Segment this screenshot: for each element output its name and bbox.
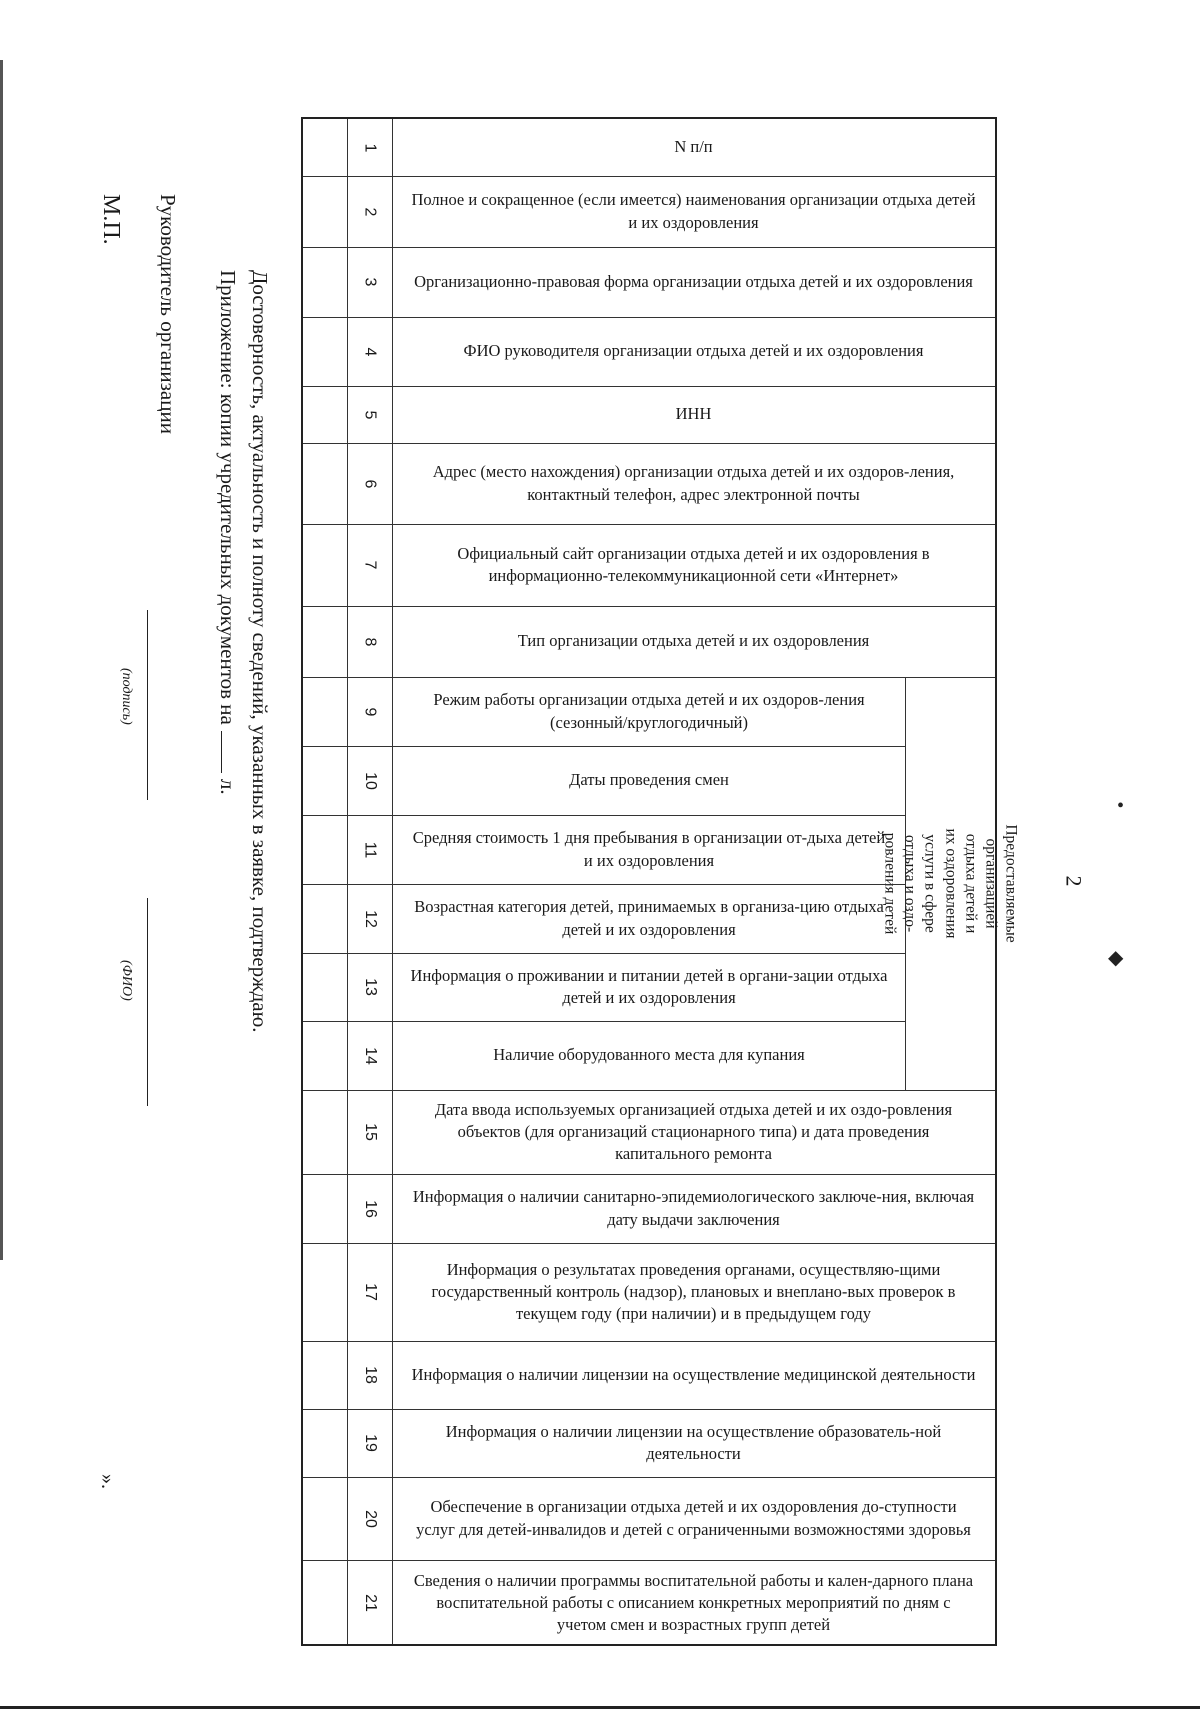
row-number	[347, 1341, 392, 1409]
appendix-line	[215, 270, 240, 795]
row-number	[347, 746, 392, 815]
scan-speck: ◆	[1108, 947, 1124, 969]
row-label: Информация о наличии санитарно-эпидемиологического заключе-ния, включая дату выдачи заключения	[412, 1187, 975, 1229]
row-fill-cell[interactable]	[303, 1477, 347, 1560]
row-number-text: 2	[361, 207, 379, 216]
row-divider	[303, 176, 995, 177]
row-label: Режим работы организации отдыха детей и их оздоров-ления (сезонный/круглогодичный)	[433, 690, 865, 732]
row-label: Возрастная категория детей, принимаемых в организа-цию отдыха детей и их оздоровления	[414, 897, 884, 939]
row-number-text: 12	[361, 909, 379, 928]
row-number-text: 21	[361, 1594, 379, 1612]
row-divider	[303, 677, 995, 678]
row-number	[347, 247, 392, 317]
row-divider	[303, 953, 906, 954]
row-divider	[303, 524, 995, 525]
services-group-text: Предоставляемые организацией отдыха детей и их оздоровления услуги в сфере отдыха и оздо-ровления детей	[882, 824, 1020, 943]
row-number	[347, 1090, 392, 1174]
row-fill-cell[interactable]	[303, 524, 347, 606]
row-fill-cell[interactable]	[303, 247, 347, 317]
row-divider	[303, 386, 995, 387]
row-fill-cell[interactable]	[303, 953, 347, 1021]
stamp-mark: М.П.	[98, 194, 124, 245]
row-number	[347, 1174, 392, 1243]
row-number-text: 16	[361, 1199, 379, 1218]
confirmation-text: Достоверность, актуальность и полноту сведений, указанных в заявке, подтверждаю.	[248, 270, 272, 1033]
row-fill-cell[interactable]	[303, 815, 347, 884]
row-number-text: 3	[361, 277, 379, 287]
row-number	[347, 1409, 392, 1477]
row-number-text: 1	[361, 143, 379, 152]
row-fill-cell[interactable]	[303, 746, 347, 815]
row-number-text: 8	[361, 637, 379, 646]
row-number	[347, 386, 392, 443]
appendix-suffix: л.	[216, 778, 240, 795]
row-label: Полное и сокращенное (если имеется) наименования организации отдыха детей и их оздоровления	[411, 190, 976, 232]
row-number	[347, 884, 392, 953]
row-number	[347, 1243, 392, 1341]
row-label: Адрес (место нахождения) организации отдыха детей и их оздоров-ления, контактный телефон, адрес электронной почты	[432, 462, 955, 504]
row-divider	[303, 1021, 906, 1022]
row-label: ФИО руководителя организации отдыха детей и их оздоровления	[463, 341, 924, 361]
row-divider	[303, 317, 995, 318]
row-divider	[303, 746, 906, 747]
row-fill-cell[interactable]	[303, 386, 347, 443]
row-number-text: 7	[361, 560, 379, 570]
row-fill-cell[interactable]	[303, 1560, 347, 1646]
row-label: Информация о наличии лицензии на осуществление медицинской деятельности	[411, 1364, 976, 1384]
row-number	[347, 119, 392, 176]
row-number-text: 9	[361, 707, 379, 716]
appendix-prefix: Приложение: копии учредительных документов на	[216, 270, 240, 725]
row-divider	[303, 1090, 995, 1091]
row-fill-cell[interactable]	[303, 443, 347, 524]
row-label: N п/п	[674, 137, 713, 157]
row-number-text: 14	[361, 1046, 379, 1065]
signature-line[interactable]	[147, 610, 148, 800]
row-label: Официальный сайт организации отдыха детей и их оздоровления в информационно-телекоммуникационной сети «Интернет»	[457, 543, 930, 585]
row-label: Обеспечение в организации отдыха детей и их оздоровления до-ступности услуг для детей-инвалидов и детей с ограниченными возможностями здоровья	[416, 1497, 971, 1539]
row-divider	[303, 1341, 995, 1342]
row-number-text: 13	[361, 978, 379, 996]
row-fill-cell[interactable]	[303, 677, 347, 746]
row-divider	[303, 1174, 995, 1175]
row-number	[347, 1021, 392, 1090]
row-fill-cell[interactable]	[303, 1409, 347, 1477]
row-label: ИНН	[675, 404, 712, 424]
name-caption: (ФИО)	[119, 960, 134, 1001]
row-number	[347, 443, 392, 524]
row-number-text: 11	[361, 841, 379, 858]
row-divider	[303, 884, 906, 885]
row-fill-cell[interactable]	[303, 884, 347, 953]
row-number-text: 5	[361, 410, 379, 419]
row-number-text: 4	[361, 347, 379, 356]
row-fill-cell[interactable]	[303, 176, 347, 247]
row-number-text: 18	[361, 1366, 379, 1384]
closing-quote: ».	[97, 1474, 119, 1489]
row-label: Информация о проживании и питании детей в органи-зации отдыха детей и их оздоровления	[410, 965, 888, 1007]
row-number	[347, 815, 392, 884]
row-divider	[303, 1409, 995, 1410]
scan-edge-bottom	[0, 1706, 1200, 1709]
row-fill-cell[interactable]	[303, 317, 347, 386]
row-divider	[303, 1560, 995, 1561]
row-divider	[303, 247, 995, 248]
row-label: Наличие оборудованного места для купания	[493, 1045, 805, 1065]
row-number-text: 10	[361, 771, 379, 790]
row-divider	[303, 815, 906, 816]
row-label: Информация о результатах проведения органами, осуществляю-щими государственный контроль (надзор), плановых и внеплано-вых проверок в текущем году (при наличии) и в предыдущем году	[431, 1259, 956, 1324]
signature-caption: (подпись)	[119, 668, 134, 725]
row-number-text: 20	[361, 1509, 379, 1528]
row-number	[347, 606, 392, 677]
row-number	[347, 1477, 392, 1560]
row-divider	[303, 1243, 995, 1244]
row-fill-cell[interactable]	[303, 1341, 347, 1409]
scan-edge-left	[0, 60, 3, 1260]
row-fill-cell[interactable]	[303, 1174, 347, 1243]
row-number	[347, 524, 392, 606]
row-label: Средняя стоимость 1 дня пребывания в организации от-дыха детей и их оздоровления	[412, 828, 886, 870]
row-number	[347, 677, 392, 746]
row-fill-cell[interactable]	[303, 1021, 347, 1090]
row-divider	[303, 1477, 995, 1478]
row-label: Тип организации отдыха детей и их оздоровления	[517, 631, 870, 651]
row-label: Даты проведения смен	[569, 770, 729, 790]
sheet-count-field[interactable]	[221, 731, 222, 773]
row-label: Организационно-правовая форма организации отдыха детей и их оздоровления	[414, 271, 973, 291]
scan-speck: •	[1117, 795, 1125, 817]
application-form-table	[301, 117, 1020, 1646]
row-number	[347, 317, 392, 386]
row-fill-cell[interactable]	[303, 119, 347, 176]
row-label: Дата ввода используемых организацией отдыха детей и их оздо-ровления объектов (для организаций стационарного типа) и дата проведения капитального ремонта	[434, 1099, 953, 1164]
row-number-text: 15	[361, 1123, 379, 1141]
row-number	[347, 1560, 392, 1646]
row-label: Информация о наличии лицензии на осуществление образователь-ной деятельности	[445, 1421, 942, 1463]
page-number: 2	[1061, 875, 1087, 887]
row-divider	[303, 606, 995, 607]
row-number-text: 19	[361, 1434, 379, 1452]
row-fill-cell[interactable]	[303, 606, 347, 677]
row-divider	[303, 443, 995, 444]
row-label: Сведения о наличии программы воспитательной работы и кален-дарного плана воспитательной работы с описанием конкретных мероприятий по дням с учетом смен и возрастных групп детей	[413, 1570, 974, 1635]
services-group-label	[882, 677, 1020, 1090]
row-number	[347, 176, 392, 247]
row-fill-cell[interactable]	[303, 1243, 347, 1341]
row-number	[347, 953, 392, 1021]
name-line[interactable]	[147, 898, 148, 1106]
head-title: Руководитель организации	[156, 194, 180, 434]
row-number-text: 6	[361, 479, 379, 488]
row-fill-cell[interactable]	[303, 1090, 347, 1174]
row-number-text: 17	[361, 1283, 379, 1301]
